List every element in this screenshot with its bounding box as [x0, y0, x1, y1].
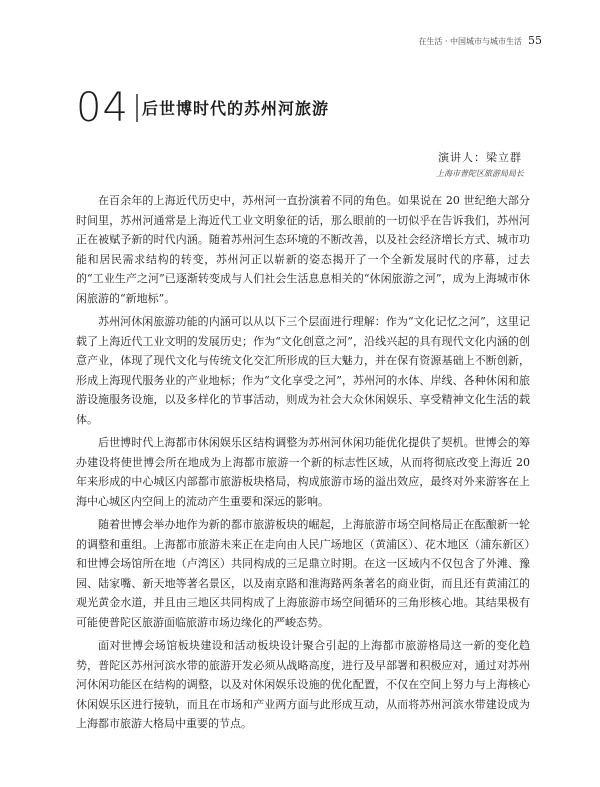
running-title: 在生活 · 中国城市与城市生活 [418, 37, 522, 46]
running-header [418, 34, 542, 47]
speaker-name: 演讲人：梁立群 [438, 151, 522, 164]
paragraph: 苏州河休闲旅游功能的内涵可以从以下三个层面进行理解：作为“文化记忆之河”，这里记载了上海近代工业文明的发展历史；作为“文化创意之河”，沿线兴起的具有现代文化内涵的创意产业，体现了现代文化与传统文化交汇所形成的巨大魅力，并在保有资源基础上不断创新，形成上海现代服务业的产业地标；作为“文化享受之河”，苏州河的水体、岸线、各种休闲和旅游设施服务设施，以及多样化的节事活动，则成为社会大众休闲娱乐、享受精神文化生活的载体。 [76, 315, 530, 426]
paragraph: 面对世博会场馆板块建设和活动板块设计聚合引起的上海都市旅游格局这一新的变化趋势，普陀区苏州河滨水带的旅游开发必须从战略高度，进行及早部署和积极应对，通过对苏州河休闲功能区在结构的调整，以及对休闲娱乐设施的优化配置，不仅在空间上努力与上海核心休闲娱乐区进行接轨，而且在市场和产业两方面与此形成互动，从而将苏州河滨水带建设成为上海都市旅游大格局中重要的节点。 [76, 639, 530, 730]
chapter-title: 后世博时代的苏州河旅游 [142, 99, 330, 118]
speaker-affiliation: 上海市普陀区旅游局局长 [436, 169, 524, 178]
chapter-number: 04 [76, 85, 129, 131]
article-body [76, 191, 530, 738]
paragraph: 后世博时代上海都市休闲娱乐区结构调整为苏州河休闲功能优化提供了契机。世博会的筹办建设将使世博会所在地成为上海都市旅游一个新的标志性区域，从而将彻底改变上海近 20 年来形成的中心城区内部都市旅游板块格局，构成旅游市场的溢出效应，最终对外来游客在上海中心城区内空间上的流动产生重要和深远的影响。 [76, 436, 530, 508]
paragraph: 在百余年的上海近代历史中，苏州河一直扮演着不同的角色。如果说在 20 世纪绝大部分时间里，苏州河通常是上海近代工业文明象征的话，那么眼前的一切似乎在告诉我们，苏州河正在被赋予新的时代内涵。随着苏州河生态环境的不断改善，以及社会经济增长方式、城市功能和居民需求结构的转变，苏州河正以崭新的姿态揭开了一个全新发展时代的序幕，过去的“工业生产之河”已逐渐转变成与人们社会生活息息相关的“休闲旅游之河”，成为上海城市休闲旅游的“新地标”。 [76, 194, 530, 305]
chapter-heading [76, 84, 536, 132]
page-number: 55 [528, 34, 542, 47]
chapter-divider [136, 94, 138, 122]
paragraph: 随着世博会举办地作为新的都市旅游板块的崛起，上海旅游市场空间格局正在酝酿新一轮的调整和重组。上海都市旅游未来正在走向由人民广场地区（黄浦区）、花木地区（浦东新区）和世博会场馆所在地（卢湾区）共同构成的三足鼎立时期。在这一区域内不仅包含了外滩、豫园、陆家嘴、新天地等著名景区，以及南京路和淮海路两条著名的商业街，而且还有黄浦江的观光黄金水道，并且由三地区共同构成了上海旅游市场空间循环的三角形核心地。其结果极有可能使普陀区旅游面临旅游市场边缘化的严峻态势。 [76, 518, 530, 629]
